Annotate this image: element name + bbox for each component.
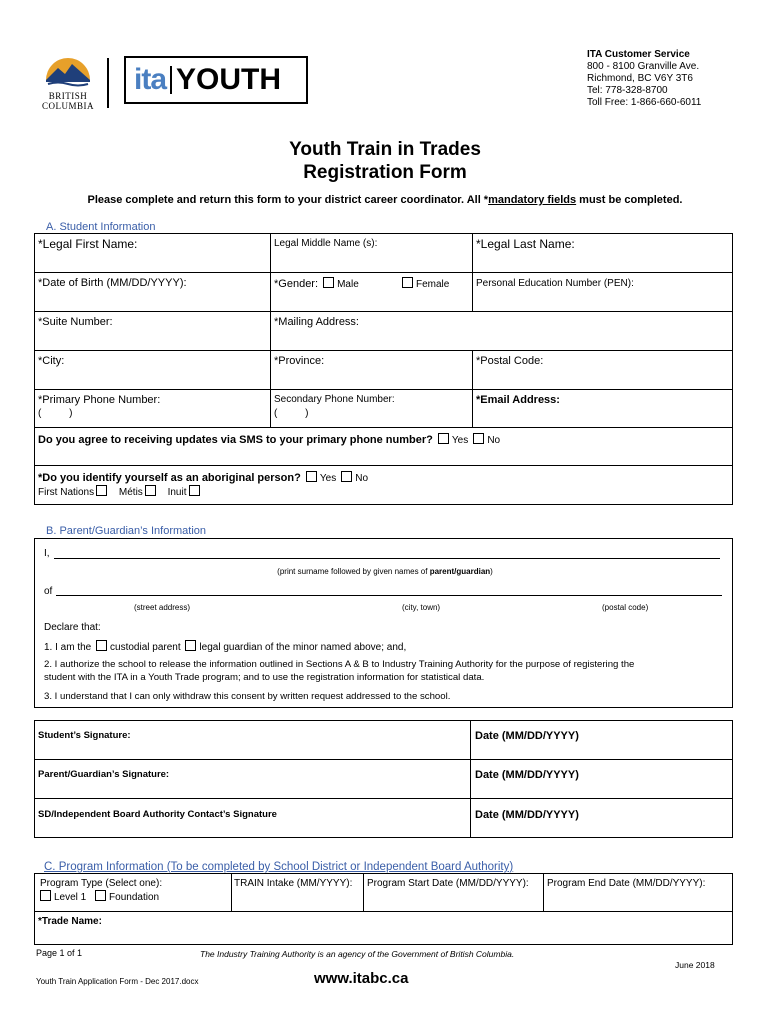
row-divider: [34, 272, 733, 273]
file-name: Youth Train Application Form - Dec 2017.docx: [36, 977, 199, 986]
instructions-after: must be completed.: [576, 194, 683, 206]
program-col-divider: [363, 873, 364, 911]
sms-question: Do you agree to receiving updates via SMS to your primary phone number?: [38, 434, 433, 446]
aboriginal-no-label: No: [355, 473, 369, 484]
postal-label[interactable]: *Postal Code:: [476, 355, 544, 367]
row-divider: [34, 350, 733, 351]
item1-prefix: 1. I am the: [44, 642, 92, 653]
program-col-divider: [543, 873, 544, 911]
end-date-label[interactable]: Program End Date (MM/DD/YYYY):: [547, 878, 706, 889]
sig-divider: [34, 759, 733, 760]
bc-logo: [38, 54, 98, 111]
page-title: [0, 138, 770, 184]
section-b-heading: B. Parent/Guardian’s Information: [46, 525, 206, 537]
sig-col-divider: [470, 720, 471, 838]
aboriginal-no-checkbox[interactable]: [341, 471, 352, 482]
section-c-heading: C. Program Information (To be completed by School District or Independent Board Authority): [44, 861, 514, 873]
program-type-label: Program Type (Select one):: [40, 878, 163, 889]
row-divider: [34, 311, 733, 312]
aboriginal-yes-label: Yes: [319, 473, 337, 484]
inuit-label: Inuit: [167, 487, 187, 498]
dob-label[interactable]: *Date of Birth (MM/DD/YYYY):: [38, 277, 187, 289]
contact-tollfree: Toll Free: 1-866-660-6011: [587, 97, 702, 108]
program-type-options: [40, 890, 159, 903]
male-checkbox[interactable]: [323, 277, 334, 288]
contact-title: ITA Customer Service: [587, 49, 690, 60]
level1-label: Level 1: [54, 892, 87, 903]
instructions-underlined: mandatory fields: [488, 194, 577, 206]
sms-yes-checkbox[interactable]: [438, 433, 449, 444]
metis-label: Métis: [118, 487, 143, 498]
female-checkbox[interactable]: [402, 277, 413, 288]
contact-block: [587, 49, 701, 109]
guardian-address-line[interactable]: [56, 595, 722, 596]
city-town-hint: (city, town): [402, 603, 441, 612]
student-signature-label[interactable]: Student’s Signature:: [38, 730, 131, 741]
bc-sun-mountain-icon: [38, 54, 98, 88]
legal-middle-name-label[interactable]: Legal Middle Name (s):: [274, 238, 378, 249]
aboriginal-question: *Do you identify yourself as an aboriginal person?: [38, 472, 301, 484]
declare-item3: 3. I understand that I can only withdraw this consent by written request addressed to the school.: [44, 691, 451, 702]
logo-divider: [107, 58, 109, 108]
student-date-label[interactable]: Date (MM/DD/YYYY): [475, 730, 579, 742]
sd-date-label[interactable]: Date (MM/DD/YYYY): [475, 809, 579, 821]
primary-phone-label[interactable]: *Primary Phone Number:: [38, 394, 161, 406]
guardian-of-prefix: of: [44, 586, 53, 597]
page-number: Page 1 of 1: [36, 948, 83, 958]
print-hint-before: (print surname followed by given names of: [277, 567, 430, 576]
col-divider: [270, 233, 271, 427]
sms-yes-label: Yes: [451, 435, 469, 446]
gender-field: [274, 277, 359, 290]
print-hint: [0, 567, 770, 576]
male-label: Male: [337, 279, 359, 290]
declare-item2-line2: student with the ITA in a Youth Trade program; and to use the registration information for statistical data.: [44, 672, 485, 683]
parent-date-label[interactable]: Date (MM/DD/YYYY): [475, 769, 579, 781]
ita-logo-bar: [170, 66, 172, 94]
first-nations-checkbox[interactable]: [96, 485, 107, 496]
first-nations-label: First Nations: [38, 487, 95, 498]
train-intake-label[interactable]: TRAIN Intake (MM/YYYY):: [234, 878, 353, 889]
instructions: [0, 194, 770, 206]
street-address-hint: (street address): [134, 603, 191, 612]
col-divider: [472, 350, 473, 427]
program-divider: [34, 911, 733, 912]
secondary-phone-label[interactable]: Secondary Phone Number:: [274, 394, 395, 405]
aboriginal-yes-checkbox[interactable]: [306, 471, 317, 482]
custodial-parent-label: custodial parent: [110, 642, 181, 653]
row-divider: [34, 427, 733, 428]
col-divider: [472, 233, 473, 311]
title-line2: Registration Form: [303, 162, 467, 183]
contact-tel: Tel: 778-328-8700: [587, 85, 668, 96]
start-date-label[interactable]: Program Start Date (MM/DD/YYYY):: [367, 878, 529, 889]
ita-youth-logo: [124, 56, 308, 104]
parent-signature-label[interactable]: Parent/Guardian’s Signature:: [38, 769, 170, 780]
aboriginal-options: [38, 485, 203, 498]
province-label[interactable]: *Province:: [274, 355, 325, 367]
youth-logo-text: YOUTH: [176, 63, 282, 96]
contact-city: Richmond, BC V6Y 3T6: [587, 73, 693, 84]
mailing-label[interactable]: *Mailing Address:: [274, 316, 359, 328]
declare-label: Declare that:: [44, 622, 101, 633]
email-label[interactable]: *Email Address:: [476, 394, 560, 406]
declare-item2-line1: 2. I authorize the school to release the information outlined in Sections A & B to Industry Training Authority for the purpose of registering the: [44, 659, 635, 670]
secondary-phone-paren: ( ): [274, 408, 309, 419]
suite-label[interactable]: *Suite Number:: [38, 316, 113, 328]
footer-date: June 2018: [675, 960, 715, 970]
ita-logo-text: ita: [134, 63, 167, 96]
print-hint-after: ): [490, 567, 493, 576]
sms-no-label: No: [487, 435, 501, 446]
instructions-before: Please complete and return this form to your district career coordinator. All *: [87, 194, 489, 206]
guardian-name-line[interactable]: [54, 558, 720, 559]
female-field: [400, 277, 449, 290]
sms-no-checkbox[interactable]: [473, 433, 484, 444]
primary-phone-paren: ( ): [38, 408, 73, 419]
sig-divider: [34, 798, 733, 799]
level1-checkbox[interactable]: [40, 890, 51, 901]
sd-signature-label[interactable]: SD/Independent Board Authority Contact’s Signature: [38, 809, 277, 820]
print-hint-bold: parent/guardian: [429, 567, 491, 576]
postal-code-hint: (postal code): [602, 603, 649, 612]
female-label: Female: [416, 279, 450, 290]
legal-guardian-label: legal guardian of the minor named above; and,: [199, 642, 407, 653]
agency-note: The Industry Training Authority is an agency of the Government of British Columbia.: [200, 949, 515, 959]
sms-row: [38, 433, 500, 446]
legal-first-name-label[interactable]: *Legal First Name:: [38, 237, 138, 251]
contact-address: 800 - 8100 Granville Ave.: [587, 61, 700, 72]
aboriginal-row: [38, 471, 368, 484]
inuit-checkbox[interactable]: [189, 485, 200, 496]
city-label[interactable]: *City:: [38, 355, 65, 367]
custodial-parent-checkbox[interactable]: [96, 640, 107, 651]
legal-guardian-checkbox[interactable]: [185, 640, 196, 651]
itabc-link[interactable]: www.itabc.ca: [314, 970, 409, 987]
program-col-divider: [231, 873, 232, 911]
trade-name-label[interactable]: *Trade Name:: [38, 916, 102, 927]
declare-item1: [44, 640, 406, 653]
title-line1: Youth Train in Trades: [289, 139, 481, 160]
foundation-checkbox[interactable]: [95, 890, 106, 901]
section-a-heading: A. Student Information: [46, 221, 156, 233]
pen-label[interactable]: Personal Education Number (PEN):: [476, 278, 634, 289]
row-divider: [34, 389, 733, 390]
metis-checkbox[interactable]: [145, 485, 156, 496]
bc-logo-line2: COLUMBIA: [41, 101, 94, 111]
foundation-label: Foundation: [109, 892, 160, 903]
gender-label: *Gender:: [274, 278, 319, 290]
row-divider: [34, 465, 733, 466]
guardian-i-prefix: I,: [44, 548, 50, 559]
legal-last-name-label[interactable]: *Legal Last Name:: [476, 237, 575, 251]
bc-logo-line1: BRITISH: [48, 91, 88, 101]
